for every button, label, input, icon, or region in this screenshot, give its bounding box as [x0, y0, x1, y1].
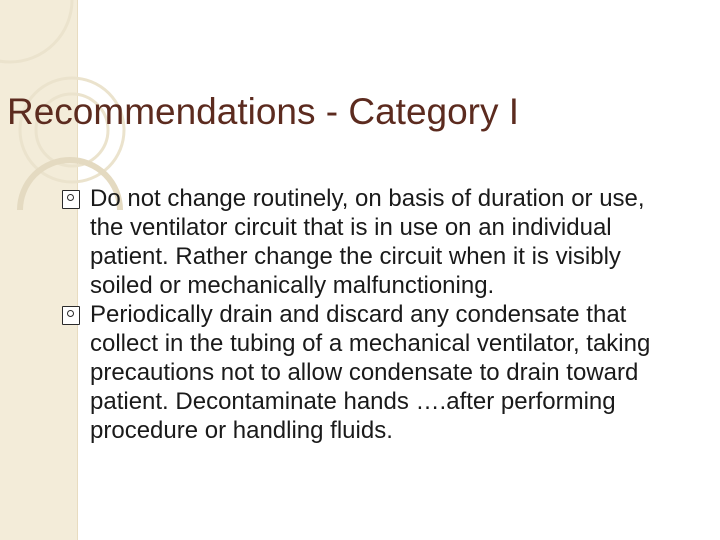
slide-title: Recommendations - Category I: [7, 91, 520, 132]
bullet-item: [60, 300, 680, 445]
bullet-list: [60, 184, 680, 445]
bullet-text: Periodically drain and discard any condensate that collect in the tubing of a mechanical ventilator, taking precautions not to allow condensate to drain toward patient. Decontaminate hands ….after performing procedure or handling fluids.: [90, 301, 651, 444]
decorative-ring-large: [0, 0, 72, 62]
bullet-box-icon: [62, 190, 80, 209]
bullet-item: [60, 184, 680, 300]
bullet-text: Do not change routinely, on basis of duration or use, the ventilator circuit that is in use on an individual patient. Rather change the circuit when it is visibly soiled or mechanically malfunctioning.: [90, 185, 645, 299]
bullet-box-icon: [62, 306, 80, 325]
